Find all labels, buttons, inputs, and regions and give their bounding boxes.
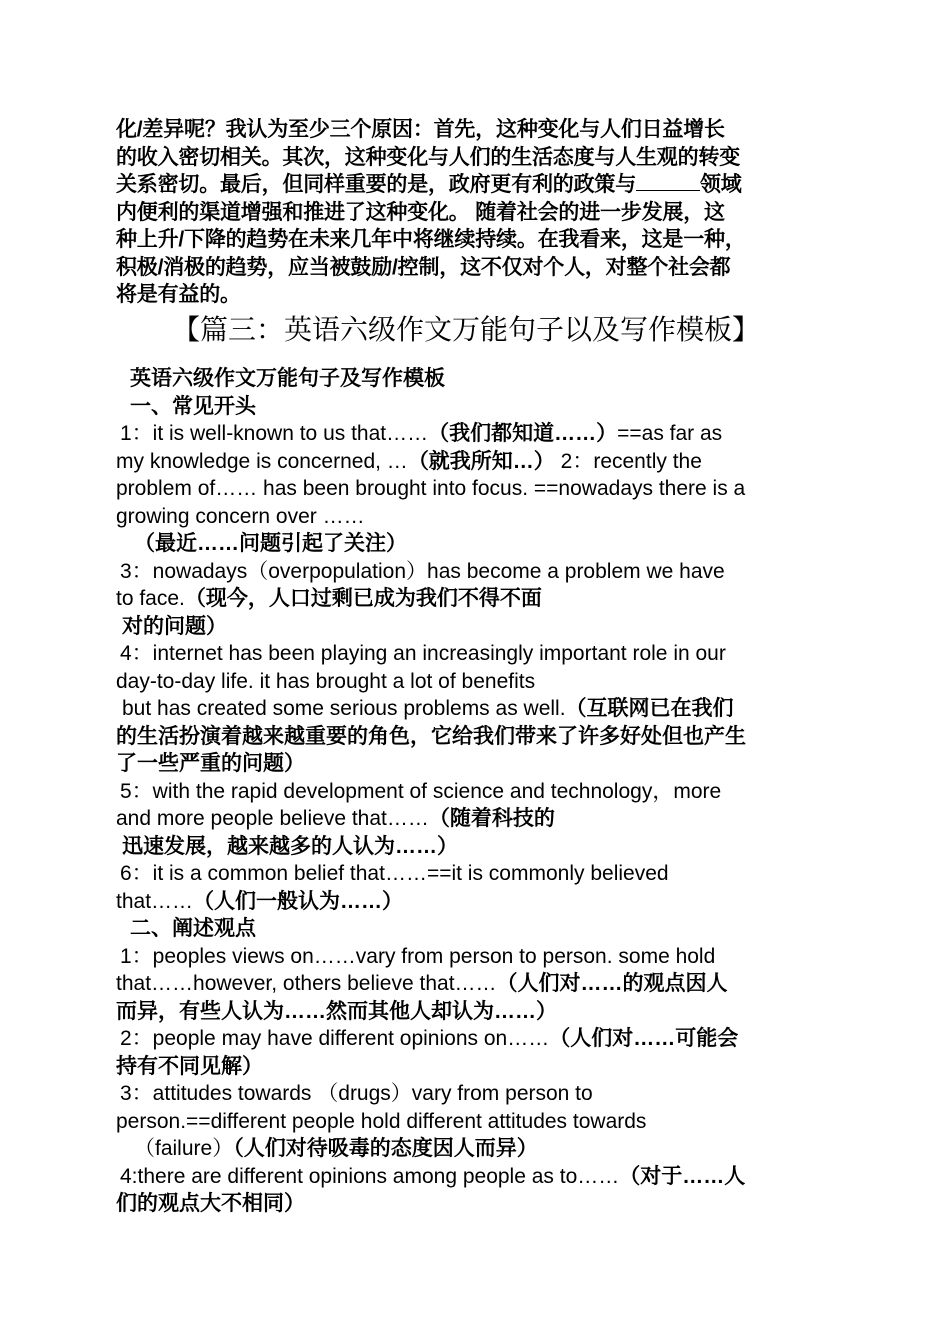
cn-text: 持有不同见解）	[116, 1054, 263, 1078]
intro-line: 种上升/下降的趋势在未来几年中将继续持续。在我看来，这是一种，	[116, 228, 746, 251]
text-line	[116, 530, 834, 558]
text-line	[116, 888, 834, 916]
fill-in-blank	[636, 172, 700, 191]
text-line	[116, 1135, 834, 1163]
intro-line: 内便利的渠道增强和推进了这种变化。 随着社会的进一步发展，这	[116, 200, 725, 224]
en-text: but has created some serious problems as well.	[122, 697, 566, 720]
cn-text: 了一些严重的问题）	[116, 752, 305, 775]
intro-line	[116, 171, 834, 199]
en-text: （failure）	[134, 1137, 234, 1160]
text-line	[116, 805, 834, 833]
text-line: 6：it is a common belief that……==it is commonly believed	[120, 862, 669, 885]
cn-text: （现今，人口过剩已成为我们不得不面	[184, 587, 542, 610]
cn-text: （我们都知道……）	[428, 422, 618, 445]
text-line	[116, 585, 834, 613]
cn-text: （人们一般认为……）	[193, 889, 404, 913]
cn-text: 迅速发展，越来越多的人认为……）	[122, 834, 458, 858]
heading-stating-views: 二、阐述观点	[130, 917, 256, 940]
cn-text: （互联网已在我们	[565, 697, 734, 720]
text-line	[116, 1025, 834, 1053]
en-text: 1：it is well-known to us that……	[120, 422, 429, 445]
text-line: 4：internet has been playing an increasingly important role in our	[120, 642, 726, 665]
cn-text: （人们对待吸毒的态度因人而异）	[233, 1137, 538, 1160]
text-line	[116, 1053, 834, 1081]
text-line: 1：peoples views on……vary from person to person. some hold	[120, 944, 716, 968]
text-line	[116, 695, 834, 723]
en-text: to face.	[116, 587, 185, 610]
cn-text: （就我所知…）	[407, 449, 555, 473]
text-line	[116, 420, 834, 448]
en-text: 2：recently the	[554, 449, 702, 473]
cn-text: 的生活扮演着越来越重要的角色，它给我们带来了许多好处但也产生	[116, 724, 746, 748]
en-text: and more people believe that……	[116, 807, 429, 830]
cn-text: （人们对……可能会	[549, 1027, 739, 1050]
en-text: 2：people may have different opinions on……	[120, 1027, 550, 1050]
intro-line: 化/差异呢？我认为至少三个原因：首先，这种变化与人们日益增长	[116, 118, 725, 141]
cn-text: 对的问题）	[122, 614, 227, 638]
en-text: that……	[116, 889, 194, 913]
text-line	[116, 750, 834, 778]
text-line	[116, 1163, 834, 1191]
text-line	[116, 723, 834, 751]
doc-title: 英语六级作文万能句子及写作模板	[130, 366, 445, 390]
text-line: day-to-day life. it has brought a lot of benefits	[116, 669, 536, 693]
text-line: 3：attitudes towards （drugs）vary from person to	[120, 1082, 593, 1105]
text-line	[116, 448, 834, 476]
intro-line-tail: 领域	[700, 173, 742, 196]
cn-text: （最近……问题引起了关注）	[134, 532, 407, 555]
cn-text: 们的观点大不相同）	[116, 1192, 305, 1215]
text-line	[116, 998, 834, 1026]
text-line	[116, 833, 834, 861]
text-line: 5：with the rapid development of science and technology，more	[120, 779, 722, 803]
cn-text: （随着科技的	[428, 807, 555, 830]
intro-line: 积极/消极的趋势，应当被鼓励/控制，这不仅对个人，对整个社会都	[116, 255, 731, 279]
document-content	[116, 116, 834, 1218]
text-line	[116, 1190, 834, 1218]
text-line: growing concern over ……	[116, 504, 365, 528]
intro-line: 将是有益的。	[116, 283, 241, 306]
en-text: 4:there are different opinions among people as to……	[120, 1164, 620, 1188]
cn-text: （人们对……的观点因人	[496, 972, 728, 995]
text-line: problem of…… has been brought into focus. ==nowadays there is a	[116, 477, 746, 500]
section-title: 【篇三：英语六级作文万能句子以及写作模板】	[172, 312, 761, 346]
en-text: ==as far as	[617, 422, 723, 445]
text-line: 3：nowadays（overpopulation）has become a problem we have	[120, 559, 725, 583]
text-line	[116, 970, 834, 998]
intro-paragraph	[116, 116, 834, 309]
intro-line: 的收入密切相关。其次，这种变化与人们的生活态度与人生观的转变	[116, 145, 740, 169]
intro-line-text: 关系密切。最后，但同样重要的是，政府更有利的政策与	[116, 173, 636, 196]
text-line	[116, 613, 834, 641]
en-text: my knowledge is concerned, …	[116, 449, 408, 473]
heading-common-openings: 一、常见开头	[130, 394, 256, 418]
cn-text: 而异，有些人认为……然而其他人却认为……）	[116, 999, 557, 1023]
en-text: that……however, others believe that……	[116, 972, 497, 995]
text-line: person.==different people hold different attitudes towards	[116, 1109, 647, 1133]
cn-text: （对于……人	[619, 1164, 746, 1188]
